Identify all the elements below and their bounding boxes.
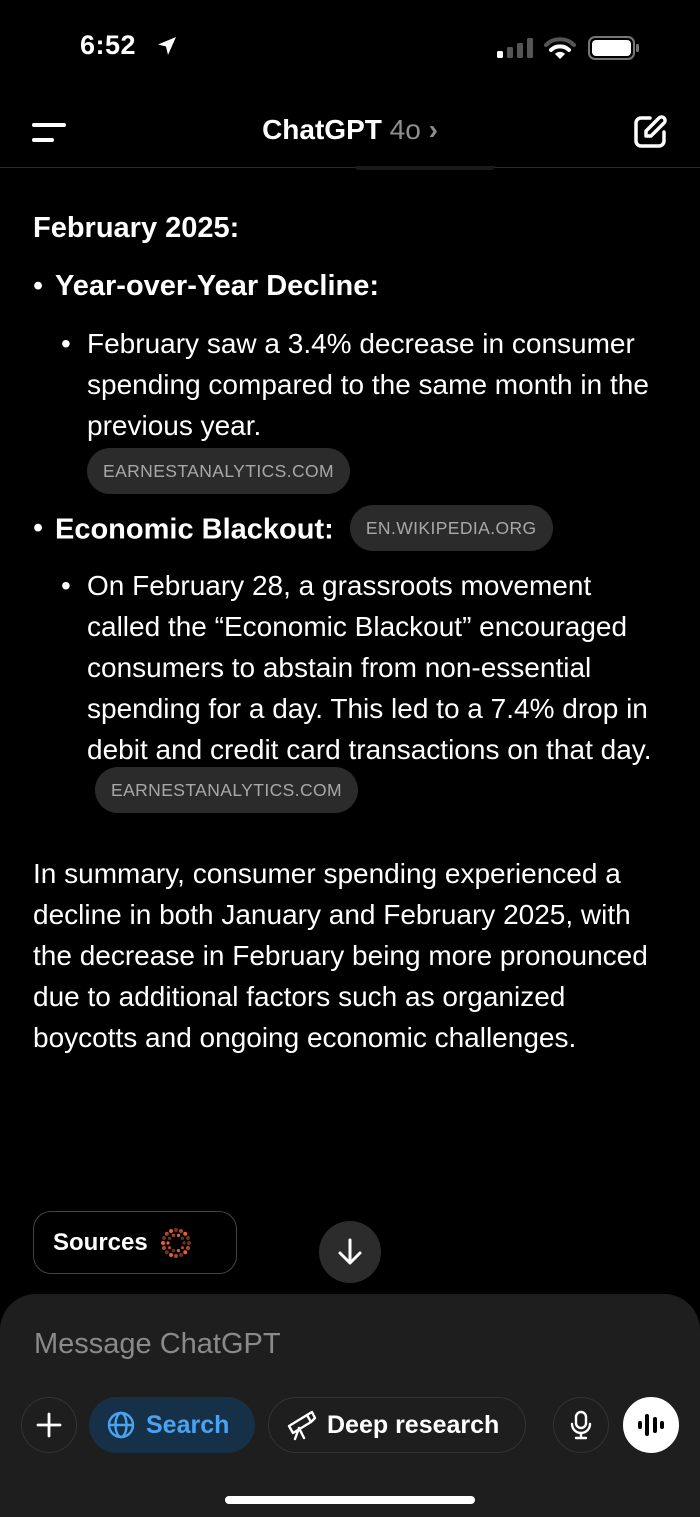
summary-paragraph: In summary, consumer spending experienced a decline in both January and February 2025, with the decrease in February being more pronounced due to additional factors such as organized boycotts and ongoing economic challenges. xyxy=(33,858,648,1053)
status-time: 6:52 xyxy=(80,30,137,60)
sub-list-item-text: On February 28, a grassroots movement called the “Economic Blackout” encouraged consumers to abstain from non-essential spending for a day. This led to a 7.4% drop in debit and credit card transactions on that day. xyxy=(87,570,652,765)
scroll-to-bottom-button[interactable] xyxy=(319,1221,381,1283)
app-title: ChatGPT xyxy=(262,114,382,145)
arrow-down-icon xyxy=(336,1237,364,1267)
telescope-icon xyxy=(285,1409,317,1441)
section-heading: February 2025: xyxy=(33,212,240,244)
search-toggle[interactable] xyxy=(89,1397,255,1453)
voice-mode-button[interactable] xyxy=(623,1397,679,1453)
voice-waveform-icon xyxy=(636,1411,666,1439)
nav-bar xyxy=(0,100,700,168)
sources-button[interactable] xyxy=(33,1211,237,1274)
list-item xyxy=(33,508,663,554)
deep-research-button[interactable] xyxy=(268,1397,526,1453)
sub-list-item-text: February saw a 3.4% decrease in consumer spending compared to the same month in the previous year. xyxy=(87,328,649,441)
model-selector[interactable] xyxy=(0,114,700,146)
wifi-icon xyxy=(544,36,576,60)
composer xyxy=(0,1294,700,1517)
sub-list-item xyxy=(87,324,663,494)
status-bar xyxy=(0,0,700,95)
list-item-title: Economic Blackout: xyxy=(55,514,334,547)
search-label: Search xyxy=(146,1410,230,1439)
location-arrow-icon xyxy=(155,34,179,58)
citation-chip[interactable]: EN.WIKIPEDIA.ORG xyxy=(350,505,553,551)
microphone-icon xyxy=(569,1410,593,1440)
battery-icon xyxy=(588,36,640,60)
dictation-button[interactable] xyxy=(553,1397,609,1453)
list-item-title: Year-over-Year Decline: xyxy=(55,270,380,302)
globe-icon xyxy=(106,1410,136,1440)
chevron-right-icon: › xyxy=(428,114,438,145)
composer-toolbar xyxy=(0,1397,700,1455)
assistant-message xyxy=(33,180,663,1058)
sources-label: Sources xyxy=(53,1228,148,1256)
list-item xyxy=(33,266,663,306)
sub-list-item xyxy=(87,566,663,816)
citation-chip[interactable]: EARNESTANALYTICS.COM xyxy=(95,767,358,813)
cellular-signal-icon xyxy=(497,38,533,58)
nav-divider xyxy=(355,166,495,170)
plus-icon xyxy=(36,1412,62,1438)
new-chat-icon[interactable] xyxy=(630,112,670,152)
model-name: 4o xyxy=(389,114,421,145)
attach-button[interactable] xyxy=(21,1397,77,1453)
message-input[interactable] xyxy=(34,1322,654,1366)
citation-chip[interactable]: EARNESTANALYTICS.COM xyxy=(87,448,350,494)
sources-favicon-ring-icon xyxy=(160,1227,192,1259)
home-indicator xyxy=(225,1496,475,1504)
deep-research-label: Deep research xyxy=(327,1410,500,1439)
